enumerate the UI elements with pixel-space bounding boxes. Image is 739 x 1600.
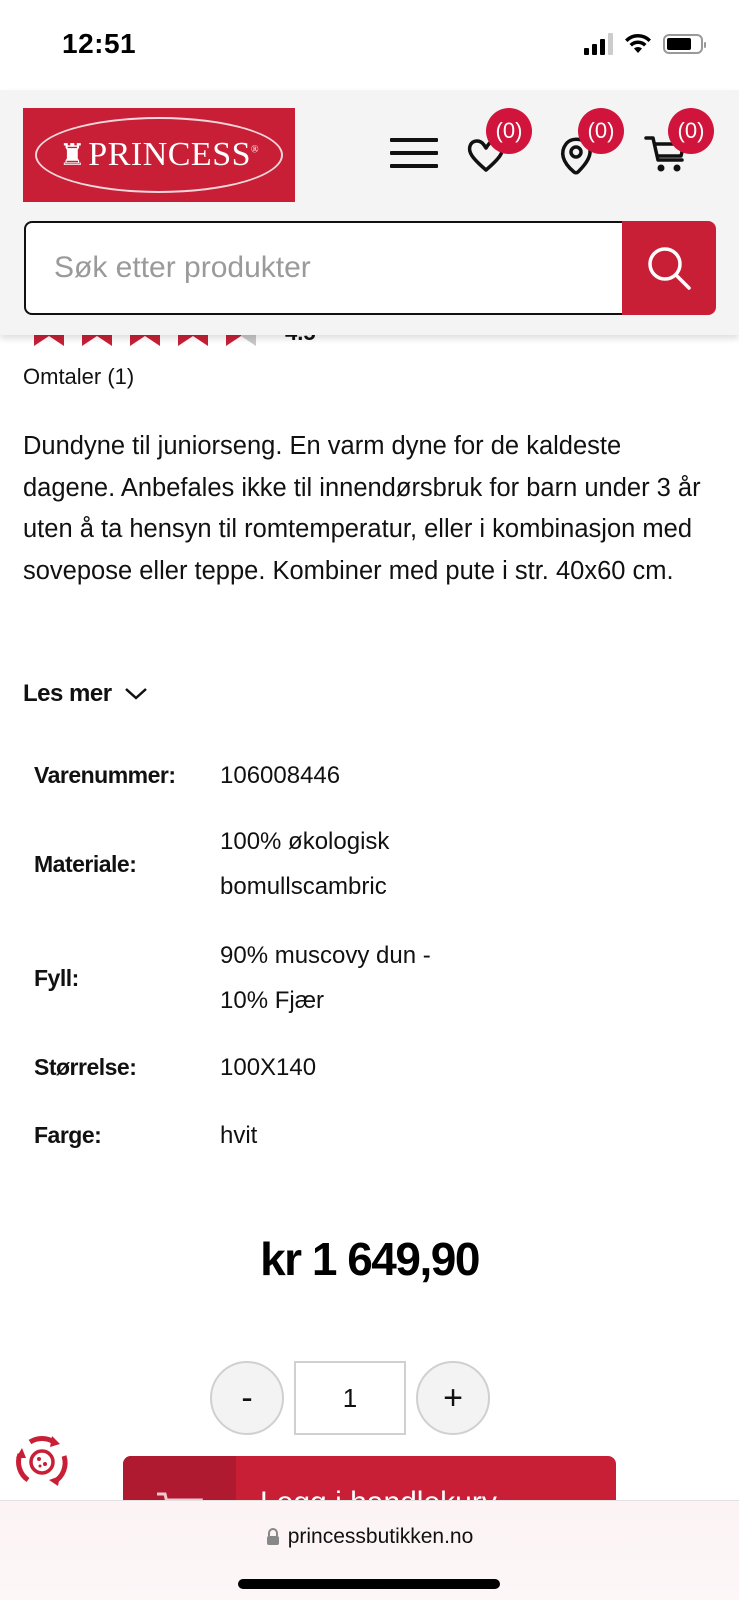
recycle-widget-button[interactable] [14, 1434, 70, 1490]
product-specs-table [34, 750, 694, 1164]
quantity-stepper [210, 1361, 490, 1435]
spec-row-filling: Fyll: 90% muscovy dun - 10% Fjær [34, 942, 431, 1014]
search-bar [24, 221, 716, 315]
recycle-icon [14, 1434, 70, 1490]
status-icons [584, 33, 703, 55]
spec-row-material: Materiale: 100% økologisk bomullscambric [34, 828, 390, 900]
logo-text: PRINCESS [88, 136, 252, 173]
product-price: kr 1 649,90 [260, 1233, 479, 1285]
reviews-link[interactable]: Omtaler (1) [23, 364, 135, 389]
cart-count-badge: (0) [668, 108, 714, 154]
stores-count-badge: (0) [578, 108, 624, 154]
search-button[interactable] [622, 221, 716, 315]
crown-icon: ♜ [58, 139, 87, 172]
status-time: 12:51 [62, 28, 137, 59]
quantity-input[interactable] [294, 1361, 406, 1435]
spec-row-item-number: Varenummer: 106008446 [34, 761, 341, 789]
wishlist-button[interactable] [462, 118, 523, 182]
status-bar [0, 0, 739, 90]
browser-address-bar [0, 1500, 739, 1600]
read-more-toggle[interactable]: Les mer [23, 680, 148, 708]
cart-button[interactable] [644, 118, 705, 182]
chevron-down-icon [124, 687, 148, 701]
wishlist-count-badge: (0) [486, 108, 532, 154]
spec-row-size: Størrelse: 100X140 [34, 1053, 317, 1081]
menu-button[interactable] [390, 138, 438, 168]
product-description: Dundyne til juniorseng. En varm dyne for de kaldeste dagene. Anbefales ikke til innendørsbruk for barn under 3 år uten å ta hensyn til romtemperatur, eller i kombinasjon med sovepose eller teppe. Kombiner med pute i str. 40x60 cm. [23, 432, 701, 585]
princess-logo[interactable]: ♜PRINCESS® [23, 108, 295, 202]
url-field[interactable]: princessbutikken.no [0, 1525, 739, 1549]
battery-icon [663, 34, 703, 54]
spec-row-color: Farge: hvit [34, 1121, 258, 1149]
home-indicator[interactable] [238, 1579, 500, 1589]
search-icon [643, 242, 695, 294]
cellular-signal-icon [584, 33, 613, 55]
lock-icon [266, 1528, 280, 1546]
decrease-quantity-button[interactable]: - [210, 1361, 284, 1435]
search-input[interactable] [24, 221, 622, 315]
increase-quantity-button[interactable]: + [416, 1361, 490, 1435]
site-header [0, 90, 739, 335]
wifi-icon [623, 33, 653, 55]
store-locator-button[interactable] [554, 118, 615, 182]
